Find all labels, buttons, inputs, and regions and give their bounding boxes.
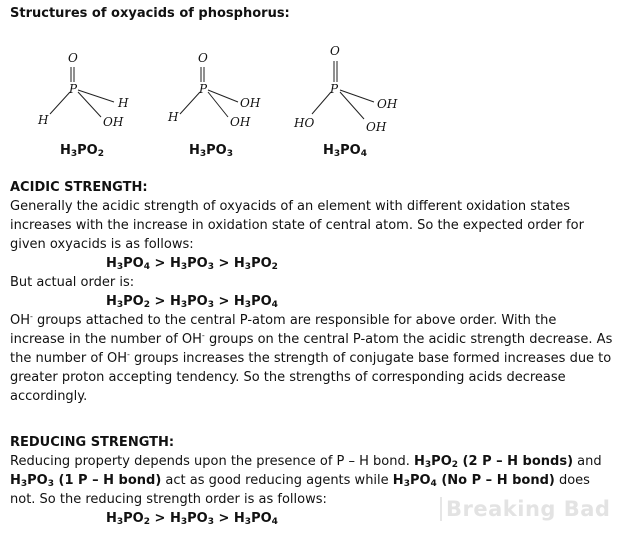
page-title: Structures of oxyacids of phosphorus:: [10, 6, 290, 21]
acidic-section: [10, 197, 614, 406]
caption-h3po3: $H_3PO_3$: [189, 143, 234, 159]
oxygen-label: O: [68, 51, 78, 65]
reducing-text: Reducing property depends upon the presence of P – H bond. $H_3PO_2$ (2 P – H bonds) and $H_3PO_3$ (1 P – H bond) act as good reducing agents while $H_3PO_4$ (No P – H bond) does not. So the reducing strength order is as follows:: [10, 454, 602, 507]
oxygen-label: O: [198, 51, 208, 65]
structures-diagram: [0, 30, 623, 200]
reducing-order: $H_3PO_2 > H_3PO_3 > H_3PO_4$: [106, 511, 278, 527]
acidic-explanation: OH- groups attached to the central P-atom are responsible for above order. With the increase in the number of OH- groups on the central P-atom the acidic strength decrease. As the number of OH- groups increases the strength of conjugate base formed increases due to greater proton accepting tendency. So the strengths of corresponding acids decrease accordingly.: [10, 312, 613, 404]
caption-h3po4: $H_3PO_4$: [323, 143, 368, 159]
h-right-label: H: [118, 96, 129, 110]
phosphorus-label: P: [69, 82, 78, 96]
oh-right-bottom-label: OH: [366, 120, 387, 134]
ho-left-label: HO: [294, 116, 315, 130]
structure-h3po4: [293, 44, 398, 134]
acidic-intro: Generally the acidic strength of oxyacids of an element with different oxidation states increases with the increase in oxidation state of central atom. So the expected order for given oxyacids is as follows:: [10, 199, 584, 252]
reducing-heading: REDUCING STRENGTH:: [10, 435, 175, 450]
oh-right-bottom-label: OH: [230, 115, 251, 129]
oxygen-label: O: [330, 44, 340, 58]
oh-right-top-label: OH: [377, 97, 398, 111]
structure-h3po3: [167, 51, 261, 129]
actual-order: $H_3PO_2 > H_3PO_3 > H_3PO_4$: [106, 294, 278, 310]
watermark: Breaking Bad: [440, 497, 610, 521]
oh-right-label: OH: [103, 115, 124, 129]
caption-h3po2: $H_3PO_2$: [60, 143, 105, 159]
phosphorus-label: P: [330, 82, 339, 96]
oh-right-top-label: OH: [240, 96, 261, 110]
h-left-label: H: [168, 110, 179, 124]
actual-label: But actual order is:: [10, 275, 135, 290]
structure-h3po2: [37, 51, 129, 129]
expected-order: $H_3PO_4 > H_3PO_3 > H_3PO_2$: [106, 256, 278, 272]
phosphorus-label: P: [199, 82, 208, 96]
h-left-label: H: [38, 113, 49, 127]
acidic-heading: ACIDIC STRENGTH:: [10, 180, 148, 195]
